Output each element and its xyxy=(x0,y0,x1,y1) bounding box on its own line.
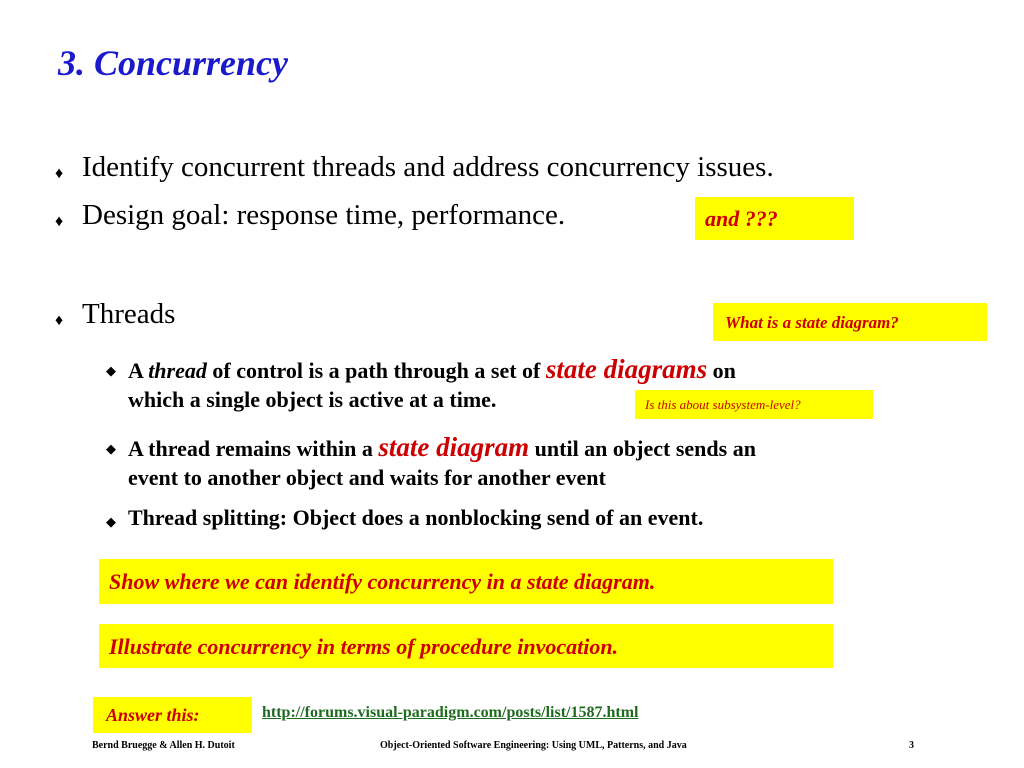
diamond-bullet-icon: ♦ xyxy=(55,165,64,182)
emphasis-thread: thread xyxy=(148,358,207,383)
small-diamond-bullet-icon: ◆ xyxy=(106,514,116,529)
footer-page-number: 3 xyxy=(909,740,914,751)
sub-bullet-thread-remains xyxy=(128,432,756,463)
sub-bullet-text: of control is a path through a set of xyxy=(206,358,546,383)
note-what-state-diagram: What is a state diagram? xyxy=(713,303,987,341)
note-and: and ??? xyxy=(695,197,854,240)
note-illustrate: Illustrate concurrency in terms of procedure invocation. xyxy=(99,624,833,668)
small-diamond-bullet-icon: ◆ xyxy=(106,441,116,456)
bullet-threads: Threads xyxy=(82,298,176,330)
note-answer-this: Answer this: xyxy=(93,697,252,733)
sub-bullet-text: A thread remains within a xyxy=(128,436,379,461)
sub-bullet-text: A xyxy=(128,358,149,383)
footer-book-title: Object-Oriented Software Engineering: Using UML, Patterns, and Java xyxy=(380,740,687,751)
sub-bullet-thread-splitting: Thread splitting: Object does a nonblocking send of an event. xyxy=(128,505,704,530)
diamond-bullet-icon: ♦ xyxy=(55,312,64,329)
note-subsystem-level: Is this about subsystem-level? xyxy=(635,390,873,419)
forum-link-container xyxy=(262,704,638,722)
forum-link[interactable]: http://forums.visual-paradigm.com/posts/list/1587.html xyxy=(262,704,639,721)
small-diamond-bullet-icon: ◆ xyxy=(106,363,116,378)
note-show-where: Show where we can identify concurrency in a state diagram. xyxy=(99,559,833,604)
highlight-state-diagrams: state diagrams xyxy=(545,354,708,384)
diamond-bullet-icon: ♦ xyxy=(55,213,64,230)
bullet-design-goal: Design goal: response time, performance. xyxy=(82,199,566,231)
sub-bullet-text: until an object sends an xyxy=(529,436,756,461)
highlight-state-diagram: state diagram xyxy=(378,432,530,462)
bullet-identify-threads: Identify concurrent threads and address concurrency issues. xyxy=(82,151,774,183)
sub-bullet-thread-remains-line2: event to another object and waits for another event xyxy=(128,465,606,490)
sub-bullet-thread-definition xyxy=(128,354,736,385)
footer-authors: Bernd Bruegge & Allen H. Dutoit xyxy=(92,740,235,751)
sub-bullet-thread-definition-line2: which a single object is active at a time. xyxy=(128,387,497,412)
sub-bullet-text: on xyxy=(707,358,736,383)
slide-title: 3. Concurrency xyxy=(58,43,289,83)
